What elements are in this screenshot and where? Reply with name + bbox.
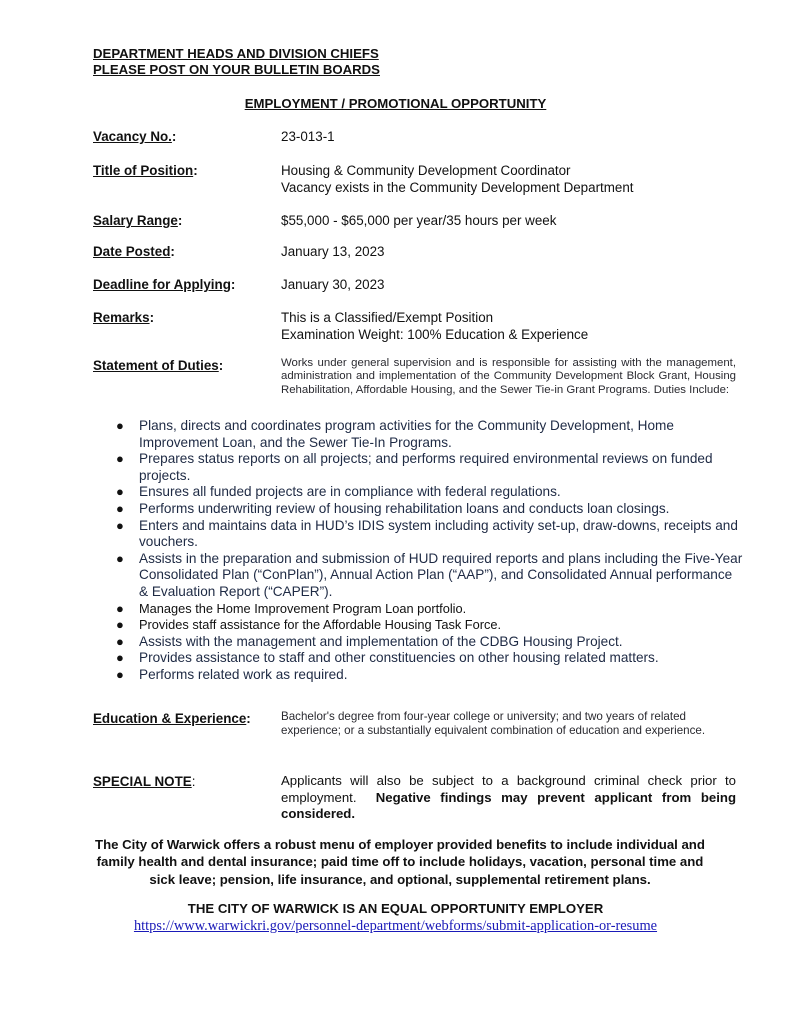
list-item: ● Performs related work as required. <box>116 666 348 682</box>
list-item: ● Assists in the preparation and submission of HUD required reports and plans including the Five-Year Consolidated Plan (“ConPlan”), Annual Action Plan (“AAP”), and Consolidated Annual performance & Evaluation Report (“CAPER”). <box>116 550 743 599</box>
bullet-icon: ● <box>116 600 124 616</box>
position-label: Title of Position: <box>93 163 198 178</box>
duties-intro: Works under general supervision and is responsible for assisting with the management, administration and implementation of the Community Development Block Grant, Housing Rehabilitation, Affordable Housing, and the Sewer Tie-in Grant Programs. Duties Include: <box>281 357 736 396</box>
bullet-icon: ● <box>116 517 124 533</box>
salary-value: $55,000 - $65,000 per year/35 hours per week <box>281 213 557 228</box>
page-title: EMPLOYMENT / PROMOTIONAL OPPORTUNITY <box>244 96 547 111</box>
remarks-value-2: Examination Weight: 100% Education & Experience <box>281 327 589 342</box>
deadline-value: January 30, 2023 <box>281 277 385 292</box>
list-item: ● Manages the Home Improvement Program Loan portfolio. <box>116 600 467 616</box>
header-line-1: DEPARTMENT HEADS AND DIVISION CHIEFS <box>93 46 379 61</box>
bullet-icon: ● <box>116 550 124 566</box>
bullet-icon: ● <box>116 650 124 666</box>
bullet-icon: ● <box>116 666 124 682</box>
remarks-label: Remarks: <box>93 310 155 325</box>
special-note-text: Applicants will also be subject to a background criminal check prior to employment. Negative findings may prevent applicant from being considered. <box>281 773 736 822</box>
date-posted-value: January 13, 2023 <box>281 244 385 259</box>
education-label: Education & Experience: <box>93 711 251 726</box>
list-item: ● Provides staff assistance for the Affordable Housing Task Force. <box>116 617 502 633</box>
list-item: ● Assists with the management and implementation of the CDBG Housing Project. <box>116 633 623 649</box>
bullet-icon: ● <box>116 500 124 516</box>
duties-list <box>115 418 745 684</box>
list-item: ● Prepares status reports on all projects; and performs required environmental reviews on funded projects. <box>116 451 713 483</box>
vacancy-value: 23-013-1 <box>281 129 335 144</box>
vacancy-label: Vacancy No.: <box>93 129 177 144</box>
header-line-2: PLEASE POST ON YOUR BULLETIN BOARDS <box>93 62 380 77</box>
duties-label: Statement of Duties: <box>93 358 224 373</box>
bullet-icon: ● <box>116 633 124 649</box>
bullet-icon: ● <box>116 617 124 633</box>
deadline-label: Deadline for Applying: <box>93 277 236 292</box>
education-text: Bachelor's degree from four-year college or university; and two years of related experience; or a substantially equivalent combination of education and experience. <box>281 710 706 738</box>
list-item: ● Plans, directs and coordinates program activities for the Community Development, Home Improvement Loan, and the Sewer Tie-In Programs. <box>116 418 674 450</box>
remarks-value-1: This is a Classified/Exempt Position <box>281 310 494 325</box>
benefits-statement: The City of Warwick offers a robust menu of employer provided benefits to include individual and family health and dental insurance; paid time off to include holidays, vacation, personal time and sick leave; pension, life insurance, and optional, supplemental retirement plans. <box>95 837 705 887</box>
list-item: ● Provides assistance to staff and other constituencies on other housing related matters. <box>116 650 659 666</box>
list-item: ● Performs underwriting review of housing rehabilitation loans and conducts loan closings. <box>116 500 670 516</box>
list-item: ● Ensures all funded projects are in compliance with federal regulations. <box>116 484 561 500</box>
position-department: Vacancy exists in the Community Development Department <box>281 180 634 195</box>
bullet-icon: ● <box>116 484 124 500</box>
salary-label: Salary Range: <box>93 213 183 228</box>
position-value: Housing & Community Development Coordinator <box>281 163 571 178</box>
bullet-icon: ● <box>116 451 124 467</box>
bullet-icon: ● <box>116 418 124 433</box>
special-note-label: SPECIAL NOTE: <box>93 774 196 789</box>
equal-opportunity-statement: THE CITY OF WARWICK IS AN EQUAL OPPORTUNITY EMPLOYER <box>187 901 604 916</box>
date-posted-label: Date Posted: <box>93 244 175 259</box>
application-link[interactable]: https://www.warwickri.gov/personnel-department/webforms/submit-application-or-resume <box>133 918 658 934</box>
list-item: ● Enters and maintains data in HUD’s IDIS system including activity set-up, draw-downs, receipts and vouchers. <box>116 517 738 550</box>
